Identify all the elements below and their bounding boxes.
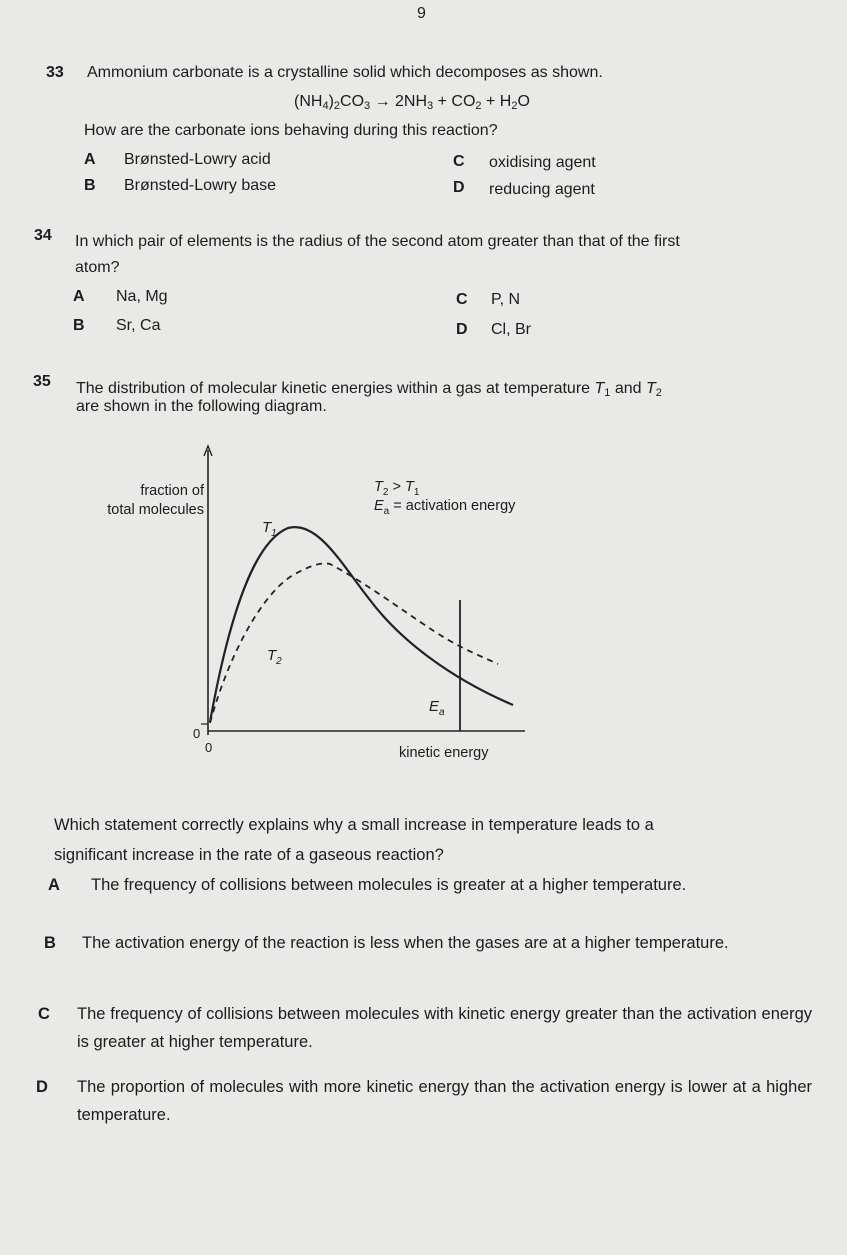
question-35-number: 35 bbox=[33, 373, 51, 390]
q34-option-d-text[interactable]: Cl, Br bbox=[491, 321, 531, 338]
curve-t2 bbox=[210, 563, 498, 723]
question-35-prompt-line1: Which statement correctly explains why a small increase in temperature leads to a bbox=[54, 816, 654, 834]
q33-option-b-text[interactable]: Brønsted-Lowry base bbox=[124, 177, 277, 194]
energy-distribution-diagram bbox=[70, 440, 550, 770]
q33-option-d-letter: D bbox=[453, 179, 465, 196]
legend-activation-energy: $E_a$ = activation energy bbox=[374, 498, 516, 517]
origin-y-label: 0 bbox=[193, 726, 201, 741]
origin-x-label: 0 bbox=[205, 740, 213, 755]
curve-t2-label: $T_2$ bbox=[267, 647, 282, 667]
question-33-prompt: How are the carbonate ions behaving during this reaction? bbox=[84, 122, 498, 139]
q34-option-a-letter: A bbox=[73, 288, 85, 305]
q35-option-a-text[interactable]: The frequency of collisions between molecules is greater at a higher temperature. bbox=[91, 876, 687, 894]
page-number: 9 bbox=[417, 5, 426, 22]
activation-energy-label: $E_a$ bbox=[429, 698, 445, 718]
q35-option-c-text[interactable]: The frequency of collisions between molecules with kinetic energy greater than the activation energy is greater at higher temperature. bbox=[77, 1005, 812, 1051]
q33-option-a-text[interactable]: Brønsted-Lowry acid bbox=[124, 151, 271, 168]
q33-option-b-letter: B bbox=[84, 177, 96, 194]
q35-option-b-letter: B bbox=[44, 934, 56, 952]
curve-t1 bbox=[210, 527, 513, 722]
q34-option-d-letter: D bbox=[456, 321, 468, 338]
question-34-number: 34 bbox=[34, 227, 52, 244]
q34-option-c-letter: C bbox=[456, 291, 468, 308]
q35-option-d-text[interactable]: The proportion of molecules with more kinetic energy than the activation energy is lower at a higher temperature. bbox=[77, 1078, 812, 1124]
question-35-stem-line1: The distribution of molecular kinetic energies within a gas at temperature $T_1$ and $T_2$ bbox=[76, 380, 662, 399]
q34-option-b-text[interactable]: Sr, Ca bbox=[116, 317, 161, 334]
q34-option-a-text[interactable]: Na, Mg bbox=[116, 288, 168, 305]
question-33-number: 33 bbox=[46, 64, 64, 81]
y-axis-label-line2: total molecules bbox=[107, 502, 204, 518]
legend-temperature-relation: $T_2 > T_1$ bbox=[374, 479, 420, 498]
question-34-stem-line2: atom? bbox=[75, 259, 120, 276]
question-33-stem: Ammonium carbonate is a crystalline solid which decomposes as shown. bbox=[87, 64, 603, 81]
x-axis-label: kinetic energy bbox=[399, 745, 489, 761]
q34-option-b-letter: B bbox=[73, 317, 85, 334]
q34-option-c-text[interactable]: P, N bbox=[491, 291, 521, 308]
curve-t1-label: $T_1$ bbox=[262, 519, 277, 539]
q35-option-d-letter: D bbox=[36, 1078, 48, 1096]
q33-option-d-text[interactable]: reducing agent bbox=[489, 181, 595, 198]
question-35-prompt-line2: significant increase in the rate of a gaseous reaction? bbox=[54, 846, 444, 864]
y-axis-label-line1: fraction of bbox=[140, 483, 204, 499]
q35-option-c-letter: C bbox=[38, 1005, 50, 1023]
question-35-prompt bbox=[54, 810, 814, 870]
question-33-equation: $(NH_4)_2CO_3 \to 2NH_3 + CO_2 + H_2O$ bbox=[294, 93, 530, 112]
question-34-stem-line1: In which pair of elements is the radius of the second atom greater than that of the first bbox=[75, 233, 680, 250]
q35-option-a-letter: A bbox=[48, 876, 60, 894]
q33-option-c-text[interactable]: oxidising agent bbox=[489, 154, 596, 171]
q35-option-b-text[interactable]: The activation energy of the reaction is less when the gases are at a higher temperature. bbox=[82, 934, 729, 952]
question-35-stem-line2: are shown in the following diagram. bbox=[76, 398, 327, 415]
q33-option-a-letter: A bbox=[84, 151, 96, 168]
q33-option-c-letter: C bbox=[453, 153, 465, 170]
